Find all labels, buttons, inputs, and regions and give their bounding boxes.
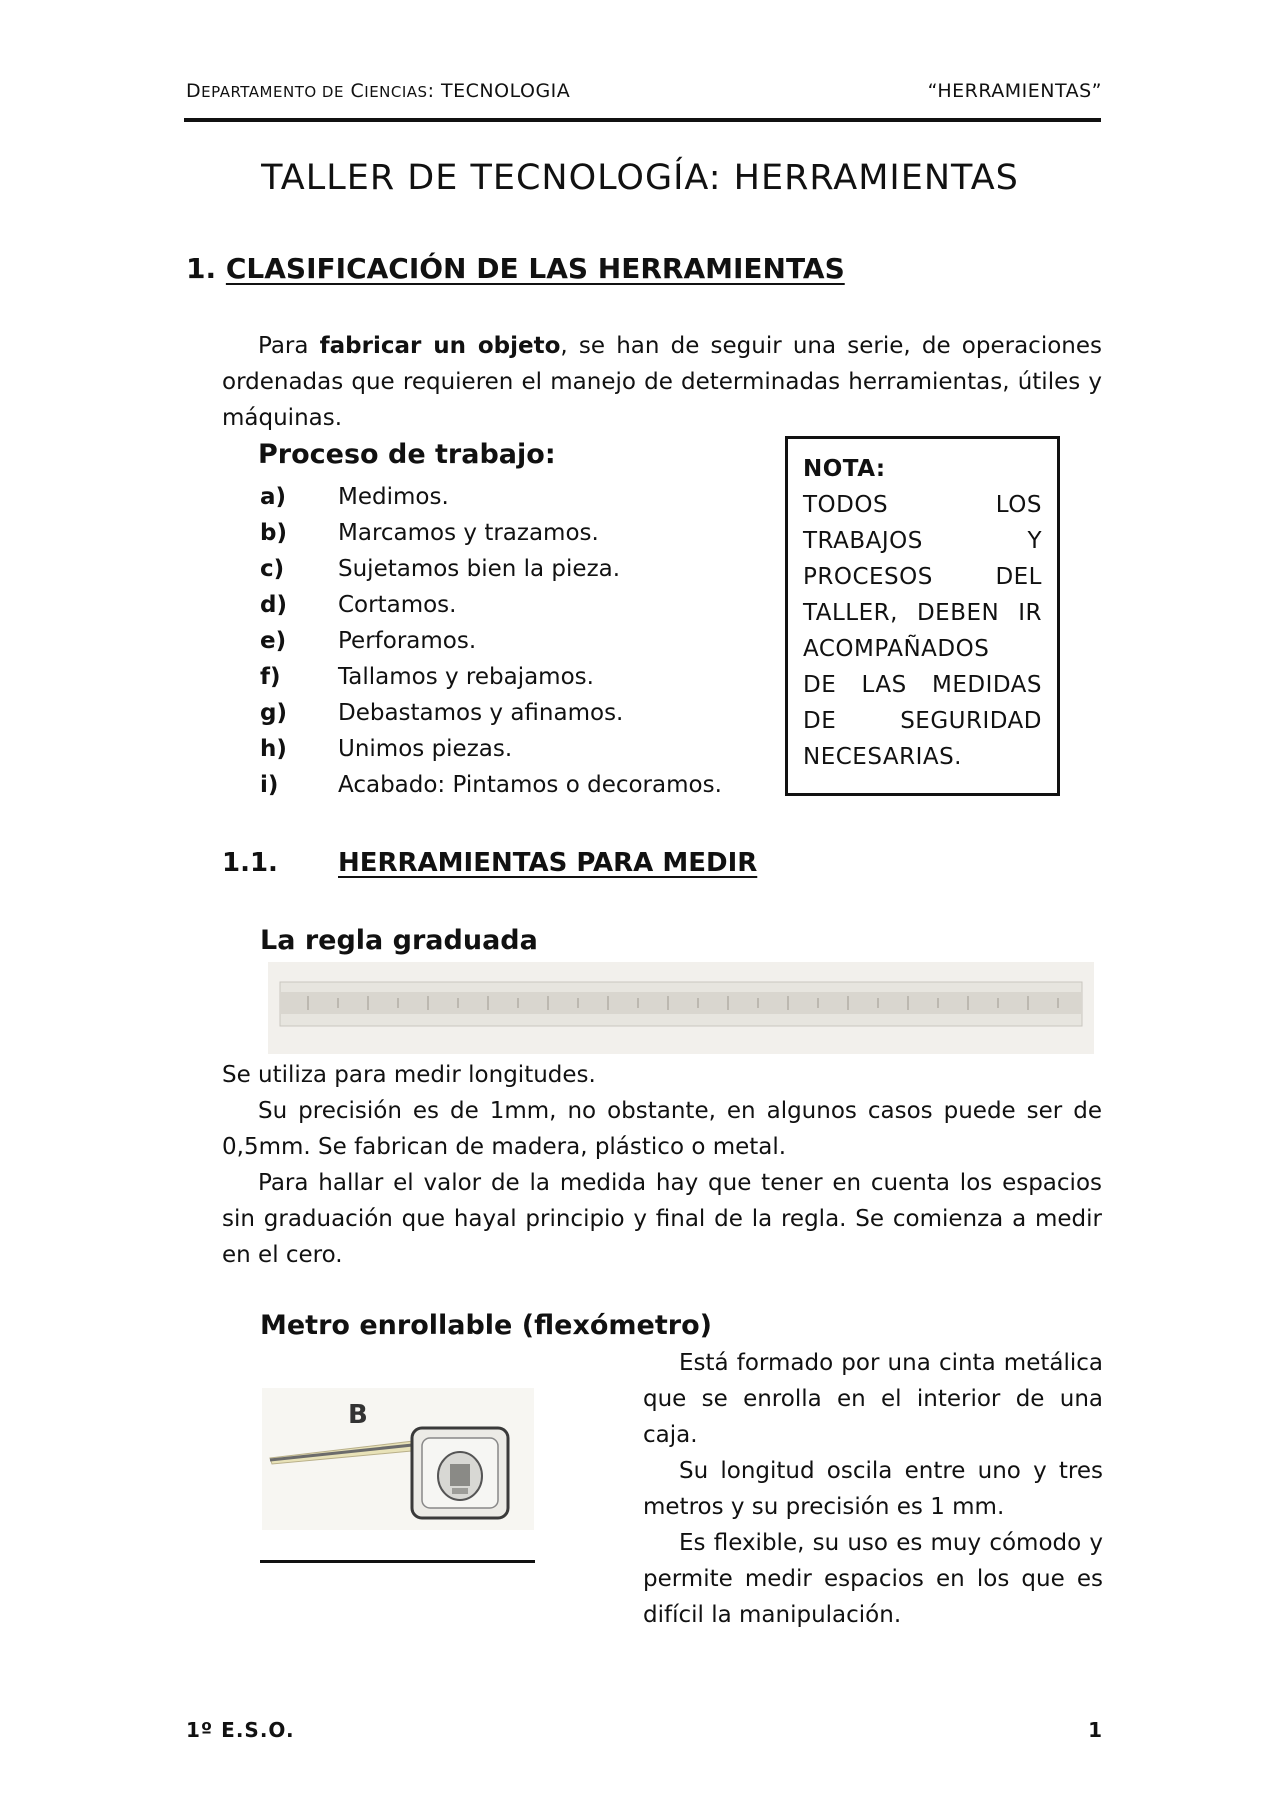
metro-para-1: Está formado por una cinta metálica que se enrolla en el interior de una caja. [643, 1350, 1103, 1448]
intro-paragraph [222, 328, 1102, 436]
header-dept-text: IENCIAS [364, 83, 428, 101]
step-text: Debastamos y afinamos. [338, 700, 624, 726]
nota-box [785, 436, 1060, 796]
header-topic: “HERRAMIENTAS” [927, 80, 1102, 102]
intro-bold-text: fabricar un objeto [319, 333, 561, 359]
step-text: Cortamos. [338, 592, 457, 618]
step-letter: f) [260, 664, 281, 690]
regla-para-1: Se utiliza para medir longitudes. [222, 1062, 596, 1088]
section-1-1-title: HERRAMIENTAS PARA MEDIR [338, 848, 758, 878]
nota-line: TODOS LOS [803, 492, 1042, 518]
header-rule [184, 118, 1101, 122]
metro-heading: Metro enrollable (flexómetro) [260, 1310, 712, 1341]
intro-text: , se han de seguir una serie, de operaciones ordenadas que requieren el manejo de determinadas herramientas, útiles y máquinas. [222, 333, 1102, 431]
process-heading-colon: : [544, 439, 556, 470]
step-letter: e) [260, 628, 287, 654]
step-text: Marcamos y trazamos. [338, 520, 599, 546]
process-heading-text: Proceso de trabajo [258, 439, 545, 470]
regla-heading: La regla graduada [260, 925, 538, 956]
image-underline [260, 1560, 535, 1563]
tape-image-label: B [348, 1400, 368, 1430]
step-text: Sujetamos bien la pieza. [338, 556, 621, 582]
process-heading [258, 439, 556, 470]
header-dept-text: : TECNOLOGIA [427, 80, 571, 102]
step-text: Tallamos y rebajamos. [338, 664, 594, 690]
section-1-1-number: 1.1. [222, 848, 278, 878]
nota-line: TALLER, DEBEN IR [803, 600, 1042, 626]
tape-measure-icon [262, 1388, 534, 1530]
footer-course: 1º E.S.O. [186, 1718, 295, 1742]
step-text: Acabado: Pintamos o decoramos. [338, 772, 722, 798]
ruler-icon [268, 962, 1094, 1054]
header-department [186, 80, 570, 102]
step-letter: d) [260, 592, 287, 618]
metro-para-3: Es flexible, su uso es muy cómodo y permite medir espacios en los que es difícil la manipulación. [643, 1530, 1103, 1628]
page-title: TALLER DE TECNOLOGÍA: HERRAMIENTAS [261, 158, 1019, 198]
step-letter: a) [260, 484, 287, 510]
step-letter: i) [260, 772, 279, 798]
nota-line: NECESARIAS. [803, 744, 962, 770]
page-number: 1 [1088, 1718, 1102, 1742]
step-text: Perforamos. [338, 628, 477, 654]
header-dept-text: D [186, 80, 202, 102]
nota-line: TRABAJOS Y [803, 528, 1042, 554]
nota-title: NOTA: [803, 456, 886, 482]
regla-para-3: Para hallar el valor de la medida hay que tener en cuenta los espacios sin graduación que hayal principio y final de la regla. Se comienza a medir en el cero. [222, 1170, 1102, 1268]
step-text: Medimos. [338, 484, 449, 510]
section-1-title: CLASIFICACIÓN DE LAS HERRAMIENTAS [225, 252, 845, 285]
nota-line: PROCESOS DEL [803, 564, 1042, 590]
header-dept-text: C [343, 80, 365, 102]
header-dept-text: EPARTAMENTO DE [201, 83, 344, 101]
intro-text: Para [258, 333, 320, 359]
step-text: Unimos piezas. [338, 736, 513, 762]
nota-line: ACOMPAÑADOS [803, 636, 990, 662]
step-letter: c) [260, 556, 285, 582]
section-1-heading [186, 252, 845, 285]
metro-para-2: Su longitud oscila entre uno y tres metros y su precisión es 1 mm. [643, 1458, 1103, 1520]
ruler-image [268, 962, 1094, 1054]
nota-line: DE SEGURIDAD [803, 708, 1042, 734]
step-letter: g) [260, 700, 287, 726]
step-letter: h) [260, 736, 287, 762]
nota-line: DE LAS MEDIDAS [803, 672, 1042, 698]
regla-para-2: Su precisión es de 1mm, no obstante, en algunos casos puede ser de 0,5mm. Se fabrican de madera, plástico o metal. [222, 1098, 1102, 1160]
step-letter: b) [260, 520, 287, 546]
section-1-number: 1. [186, 252, 217, 285]
tape-measure-image [262, 1388, 534, 1530]
